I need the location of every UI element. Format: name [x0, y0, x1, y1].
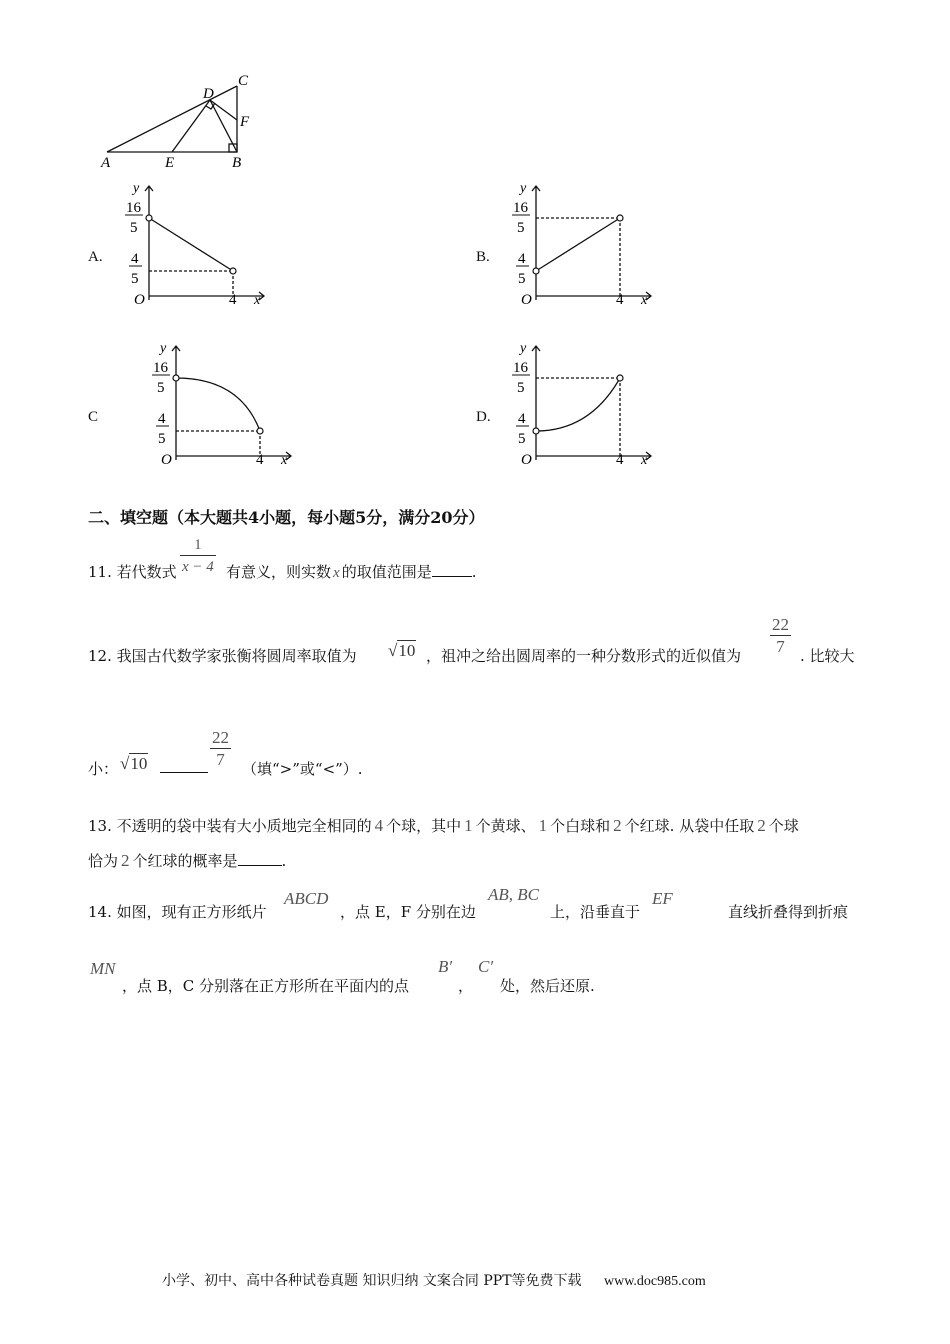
- q11-fraction: [180, 535, 216, 578]
- x-axis-label: x: [641, 453, 648, 468]
- label-f: F: [240, 114, 250, 130]
- q11-frac-num: 1: [180, 535, 216, 556]
- q12-text-a: 12. 我国古代数学家张衡将圆周率取值为: [88, 647, 357, 665]
- q14-abcd: ABCD: [284, 889, 329, 908]
- x-axis-label: x: [641, 293, 648, 308]
- graph-option-d: [505, 338, 665, 470]
- q12-line2-prefix: 小：: [88, 760, 119, 778]
- open-point: [617, 215, 623, 221]
- q13-text-f: 个球: [768, 817, 799, 835]
- y-tick-top-den: 5: [517, 220, 525, 236]
- option-c-label: C: [88, 409, 99, 425]
- y-tick-low-num: 4: [158, 411, 166, 427]
- q11-text-b: 的取值范围是: [341, 563, 432, 581]
- q11-end: .: [471, 563, 477, 581]
- x-tick-4: 4: [229, 292, 237, 308]
- q14-text-a: 14. 如图，现有正方形纸片: [88, 903, 267, 921]
- q13-text-d: 个白球和: [550, 817, 611, 835]
- y-axis-label: y: [520, 341, 527, 356]
- open-point: [533, 268, 539, 274]
- q12-fraction-2: [210, 728, 231, 771]
- q12-sqrt-val: 10: [398, 641, 416, 660]
- q14-mn: MN: [90, 959, 116, 978]
- q13-num-1b: 1: [538, 816, 548, 835]
- q12-frac-num: 22: [772, 615, 789, 634]
- q12-fraction: [770, 615, 791, 658]
- label-b: B: [232, 155, 242, 171]
- y-tick-top-num: 16: [153, 360, 168, 376]
- y-tick-low-den: 5: [518, 431, 526, 447]
- y-tick-top-den: 5: [517, 380, 525, 396]
- q12-sqrt-val-2: 10: [130, 754, 148, 773]
- q13-num-1a: 1: [464, 816, 473, 835]
- q13-line2-prefix: 恰为: [88, 852, 119, 870]
- question-12-line1: [88, 615, 878, 671]
- y-tick-low-den: 5: [518, 271, 526, 287]
- section-title: 二、填空题（本大题共4小题，每小题5分，满分20分）: [88, 508, 485, 527]
- option-d-label: D.: [476, 409, 491, 425]
- open-point: [173, 375, 179, 381]
- q13-num-2c: 2: [121, 851, 130, 870]
- option-a-label: A.: [88, 249, 103, 265]
- y-tick-low-num: 4: [518, 251, 526, 267]
- graph-option-a: [118, 178, 278, 310]
- footer: [162, 1270, 706, 1290]
- q11-frac-den: x − 4: [182, 559, 214, 575]
- label-c: C: [238, 73, 249, 89]
- open-point: [617, 375, 623, 381]
- q14-line2-text-a: ，点 B，C 分别落在正方形所在平面内的点: [122, 977, 410, 995]
- q12-frac-den: 7: [776, 637, 785, 656]
- q13-text-c: 个黄球、: [475, 817, 536, 835]
- q14-b-prime: B′: [438, 957, 453, 976]
- footer-left-text: 小学、初中、高中各种试卷真题 知识归纳 文案合同 PPT等免费下载: [162, 1273, 582, 1289]
- question-13-line2: [88, 850, 286, 871]
- q11-prefix: 11. 若代数式: [88, 563, 177, 581]
- footer-url-link[interactable]: www.doc985.com: [603, 1274, 706, 1289]
- open-point: [257, 428, 263, 434]
- q14-line2-comma: ，: [458, 977, 474, 995]
- y-tick-low-den: 5: [131, 271, 139, 287]
- q11-var: x: [333, 565, 340, 581]
- y-tick-top-num: 16: [126, 200, 141, 216]
- origin-label: O: [134, 292, 145, 308]
- q12-answer-blank[interactable]: [160, 758, 208, 773]
- q14-text-b: ，点 E，F 分别在边: [340, 903, 476, 921]
- q13-line2-end: .: [281, 852, 287, 870]
- q13-answer-blank[interactable]: [238, 851, 282, 866]
- q13-text-e: 个红球. 从袋中任取: [624, 817, 755, 835]
- label-a: A: [101, 155, 111, 171]
- question-14-line1: [88, 885, 878, 925]
- q13-line2-text: 个红球的概率是: [132, 852, 238, 870]
- y-tick-low-num: 4: [131, 251, 139, 267]
- q12-frac-num-2: 22: [212, 728, 229, 747]
- y-axis-label: y: [160, 341, 167, 356]
- x-tick-4: 4: [616, 292, 624, 308]
- label-e: E: [165, 155, 175, 171]
- q12-sqrt-2: √10: [120, 754, 148, 773]
- graph-option-c: [145, 338, 305, 470]
- q12-text-c: . 比较大: [800, 647, 855, 665]
- question-12-line2: [88, 728, 488, 784]
- q12-sqrt: √10: [388, 641, 416, 660]
- x-axis-label: x: [254, 293, 261, 308]
- q14-line2-text-c: 处，然后还原.: [500, 977, 595, 995]
- origin-label: O: [161, 452, 172, 468]
- y-axis-label: y: [133, 181, 140, 196]
- graph-option-b: [505, 178, 665, 310]
- q13-num-2a: 2: [613, 816, 622, 835]
- origin-label: O: [521, 452, 532, 468]
- y-tick-top-num: 16: [513, 360, 528, 376]
- q11-answer-blank[interactable]: [432, 562, 472, 577]
- q14-ef: EF: [652, 889, 673, 908]
- y-tick-top-den: 5: [157, 380, 165, 396]
- y-tick-low-num: 4: [518, 411, 526, 427]
- y-tick-low-den: 5: [158, 431, 166, 447]
- label-d: D: [203, 86, 214, 102]
- q12-line2-suffix: （填“>”或“<”）.: [242, 760, 363, 778]
- q13-text-a: 13. 不透明的袋中装有大小质地完全相同的: [88, 817, 372, 835]
- open-point: [230, 268, 236, 274]
- option-b-label: B.: [476, 249, 490, 265]
- triangle-figure: [95, 68, 265, 173]
- origin-label: O: [521, 292, 532, 308]
- y-tick-top-num: 16: [513, 200, 528, 216]
- x-tick-4: 4: [256, 452, 264, 468]
- open-point: [533, 428, 539, 434]
- q14-abbc: AB, BC: [488, 885, 539, 904]
- y-tick-top-den: 5: [130, 220, 138, 236]
- question-14-line2: [88, 955, 788, 995]
- open-point: [146, 215, 152, 221]
- q13-text-b: 个球，其中: [386, 817, 462, 835]
- q13-num-2b: 2: [757, 816, 766, 835]
- q14-text-d: 直线折叠得到折痕: [728, 903, 849, 921]
- q13-num-4: 4: [374, 816, 384, 835]
- y-axis-label: y: [520, 181, 527, 196]
- q12-frac-den-2: 7: [216, 750, 225, 769]
- question-13-line1: [88, 815, 799, 836]
- x-tick-4: 4: [616, 452, 624, 468]
- q11-text-a: 有意义，则实数: [226, 563, 332, 581]
- q14-text-c: 上，沿垂直于: [550, 903, 641, 921]
- q14-c-prime: C′: [478, 957, 494, 976]
- q12-text-b: ，祖冲之给出圆周率的一种分数形式的近似值为: [426, 647, 742, 665]
- x-axis-label: x: [281, 453, 288, 468]
